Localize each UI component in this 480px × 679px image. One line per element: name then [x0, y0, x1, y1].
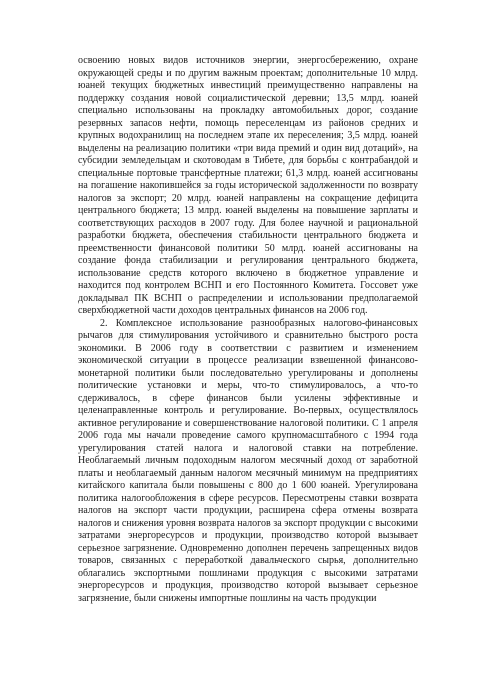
document-page — [78, 55, 418, 605]
paragraph-budget-allocations: освоению новых видов источников энергии, энергосбережению, охране окружающей среды и по другим важным проектам; дополнительные 10 млрд. юаней текущих бюджетных инвестиций преимущественно направлены на поддержку создания новой социалистической деревни; 13,5 млрд. юаней специально использованы на прокладку автомобильных дорог, создание резервных запасов нефти, помощь переселенцам из районов средних и крупных водохранилищ на последнем этапе их переселения; 3,5 млрд. юаней выделены на реализацию политики «три вида премий и один вид дотаций», на субсидии земледельцам и скотоводам в Тибете, для борьбы с контрабандой и специальные портовые трансфертные платежи; 61,3 млрд. юаней ассигнованы на погашение накопившейся за годы исторической задолженности по возврату налогов за экспорт; 20 млрд. юаней направлены на сокращение дефицита центрального бюджета; 13 млрд. юаней выделены на повышение зарплаты и соответствующих расходов в 2007 году. Для более научной и рациональной разработки бюджета, обеспечения стабильности центрального бюджета и преемственности финансовой политики 50 млрд. юаней ассигнованы на создание фонда стабилизации и регулирования центрального бюджета, использование средств которого включено в бюджетное управление и находится под контролем ВСНП и его Постоянного Комитета. Госсовет уже докладывал ПК ВСНП о распределении и использовании предполагаемой сверхбюджетной части доходов центральных финансов на 2006 год. — [78, 55, 418, 316]
paragraph-tax-levers: 2. Комплексное использование разнообразных налогово-финансовых рычагов для стимулирования устойчивого и сравнительно быстрого роста экономики. В 2006 году в соответствии с развитием и изменением экономической ситуации в процессе реализации взвешенной финансово-монетарной политики были последовательно урегулированы и дополнены политические установки и меры, что-то стимулировалось, а что-то сдерживалось, в сфере финансов были усилены эффективные и целенаправленные контроль и регулирование. Во-первых, осуществлялось активное регулирование и совершенствование налоговой политики. С 1 апреля 2006 года мы начали проведение самого крупномасштабного с 1994 года урегулирования статей налога и налоговой ставки на потребление. Необлагаемый личным подоходным налогом месячный доход от заработной платы и необлагаемый данным налогом месячный минимум на предприятиях китайского капитала были повышены с 800 до 1 600 юаней. Урегулирована политика налогообложения в сфере ресурсов. Пересмотрены ставки возврата налогов на экспорт части продукции, расширена сфера отмены возврата налогов и снижения уровня возврата налогов за экспорт продукции с высокими затратами энергоресурсов и продукции, производство которой вызывает серьезное загрязнение. Одновременно дополнен перечень запрещенных видов товаров, связанных с переработкой давальческого сырья, дополнительно облагались экспортными пошлинами продукция с высокими затратами энергоресурсов и продукция, производство которой вызывает серьезное загрязнение, были снижены импортные пошлины на часть продукции — [78, 317, 418, 604]
